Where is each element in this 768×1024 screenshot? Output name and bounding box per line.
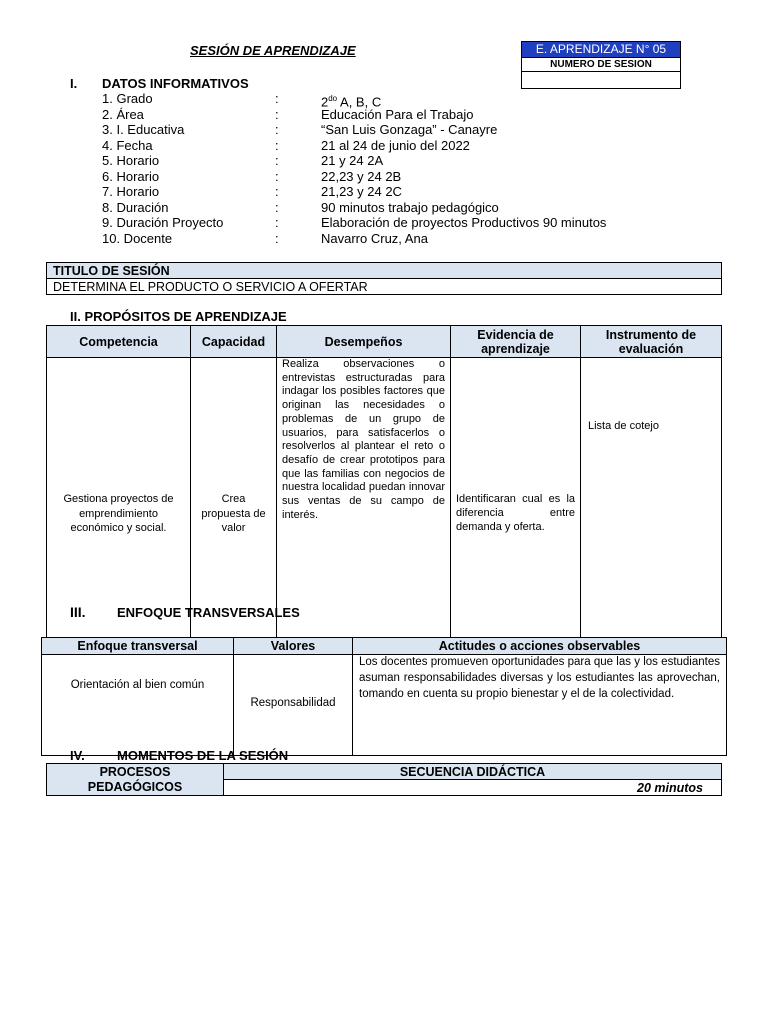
enfoque-cell: Orientación al bien común [42, 655, 234, 756]
datos-label: 7. Horario [102, 184, 160, 199]
session-number-label: NUMERO DE SESION [522, 57, 680, 71]
datos-value: 90 minutos trabajo pedagógico [321, 199, 499, 215]
titulo-table [46, 262, 722, 295]
datos-value: 22,23 y 24 2B [321, 168, 402, 184]
col-evidencia: Evidencia de aprendizaje [451, 326, 581, 358]
datos-label: 6. Horario [102, 168, 160, 184]
titulo-value: DETERMINA EL PRODUCTO O SERVICIO A OFERTAR [47, 279, 722, 295]
competencia-cell: Gestiona proyectos de emprendimiento económico y social. [47, 358, 191, 649]
col-capacidad: Capacidad [191, 326, 277, 358]
enfoque-table [41, 637, 727, 756]
datos-value: 21,23 y 24 2C [321, 184, 402, 199]
actitudes-cell: Los docentes promueven oportunidades para que las y los estudiantes asuman responsabilidades diversas y los estudiantes las aprovechan, tomando en cuenta su propio bienestar y el de la colectividad. [353, 655, 727, 756]
col-competencia: Competencia [47, 326, 191, 358]
titulo-heading: TITULO DE SESIÓN [47, 263, 722, 279]
propositos-heading: II. PROPÓSITOS DE APRENDIZAJE [70, 309, 287, 324]
datos-value: Navarro Cruz, Ana [321, 230, 428, 246]
datos-label: 5. Horario [102, 153, 160, 168]
datos-label: 3. I. Educativa [102, 122, 185, 137]
document-title: SESIÓN DE APRENDIZAJE [190, 43, 356, 58]
datos-label: 2. Área [102, 106, 144, 122]
datos-value: $2^{do}$ A, B, C [321, 94, 382, 110]
datos-label: 10. Docente [102, 230, 173, 246]
col-actitudes: Actitudes o acciones observables [353, 638, 727, 655]
valores-cell: Responsabilidad [234, 655, 353, 756]
datos-label: 4. Fecha [102, 137, 153, 153]
instrumento-cell: Lista de cotejo [581, 358, 722, 649]
datos-value: 21 al 24 de junio del 2022 [321, 137, 470, 153]
session-number-field [522, 71, 680, 88]
datos-value: “San Luis Gonzaga” - Canayre [321, 122, 498, 137]
datos-value: 21 y 24 2A [321, 153, 384, 168]
datos-numeral: I. [70, 76, 78, 91]
session-box [521, 41, 681, 89]
col-instrumento: Instrumento de evaluación [581, 326, 722, 358]
enfoque-numeral: III. [70, 604, 86, 620]
ea-label: E. APRENDIZAJE N° 05 [522, 42, 680, 57]
minutos-cell: 20 minutos [224, 780, 722, 796]
capacidad-cell: Crea propuesta de valor [191, 358, 277, 649]
secuencia-cell: SECUENCIA DIDÁCTICA [224, 764, 722, 780]
enfoque-heading: ENFOQUE TRANSVERSALES [117, 605, 300, 620]
datos-value: Educación Para el Trabajo [321, 106, 474, 122]
momentos-heading: MOMENTOS DE LA SESIÓN [117, 748, 289, 763]
momentos-numeral: IV. [70, 748, 85, 763]
datos-label: 9. Duración Proyecto [102, 215, 224, 230]
datos-value: Elaboración de proyectos Productivos 90 minutos [321, 215, 607, 230]
desempenos-cell: Realiza observaciones o entrevistas estructuradas para indagar los posibles factores que originan las necesidades o problemas de un grupo de usuarios, para satisfacerlos o resolverlos al plantear el reto o desafío de crear prototipos para que las familias con negocios de nuestra localidad puedan innovar sus ventas de su campo de interés. [277, 358, 451, 649]
datos-label: 8. Duración [102, 199, 169, 215]
col-enfoque: Enfoque transversal [42, 638, 234, 655]
datos-heading: DATOS INFORMATIVOS [102, 76, 249, 91]
procesos-cell: PROCESOS PEDAGÓGICOS [47, 764, 224, 796]
evidencia-cell: Identificaran cual es la diferencia entre demanda y oferta. [451, 358, 581, 649]
datos-label: 1. Grado [102, 91, 153, 106]
col-desempenos: Desempeños [277, 326, 451, 358]
momentos-table [46, 763, 722, 796]
propositos-table [46, 325, 722, 649]
col-valores: Valores [234, 638, 353, 655]
